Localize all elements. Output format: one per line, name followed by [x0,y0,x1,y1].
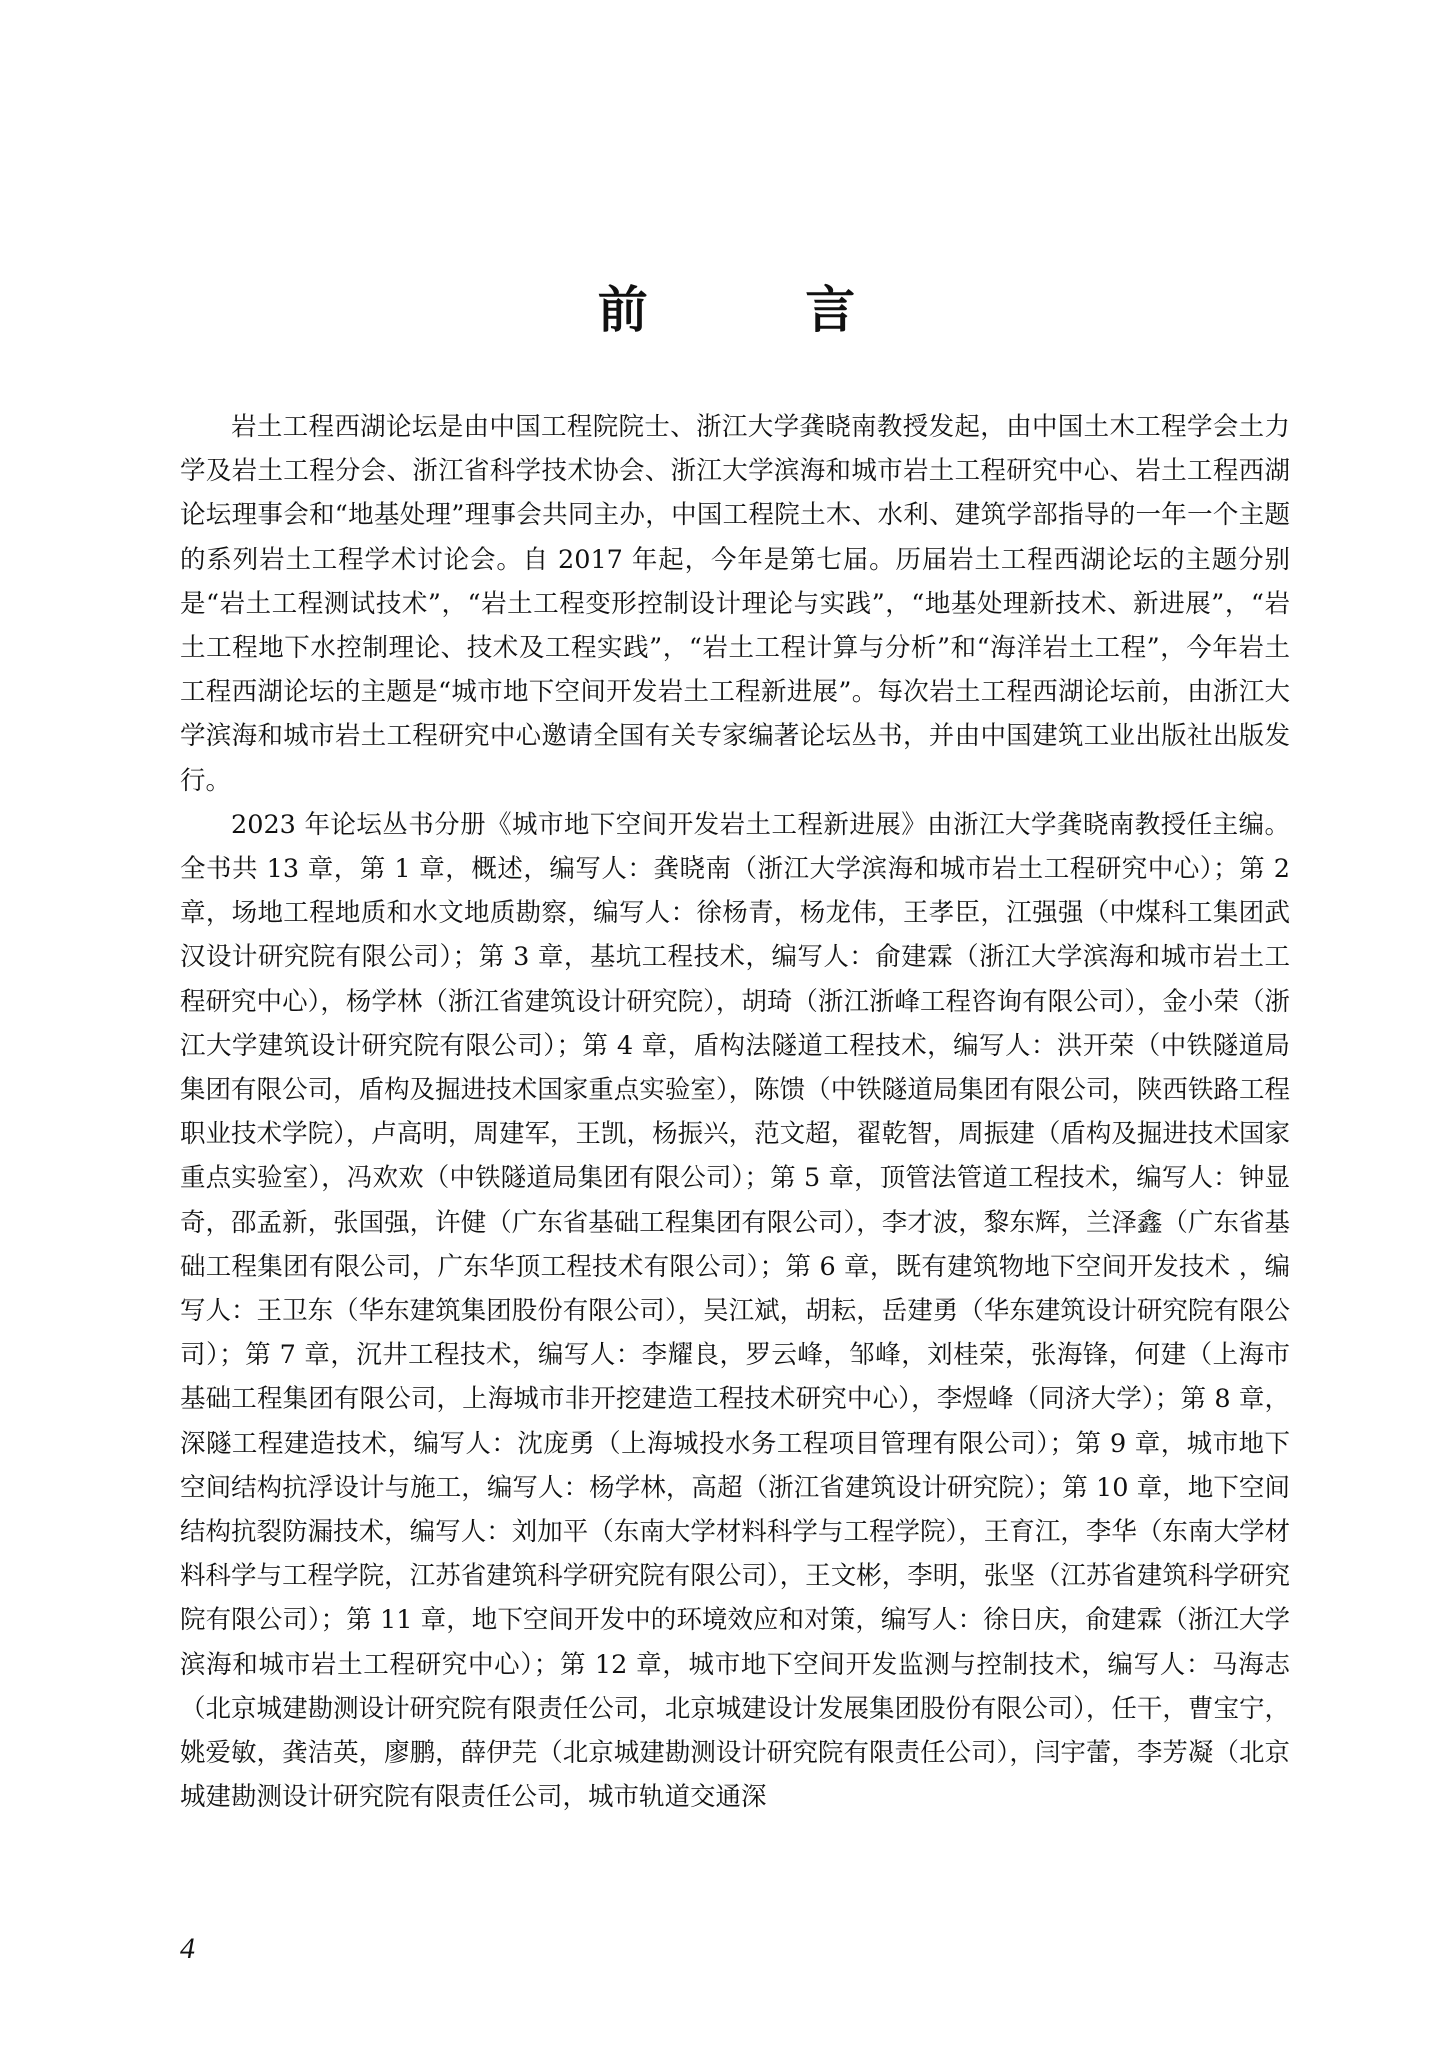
page-title: 前 言 [597,281,926,339]
paragraph-intro: 岩土工程西湖论坛是由中国工程院院士、浙江大学龚晓南教授发起，由中国土木工程学会土力学及岩土工程分会、浙江省科学技术协会、浙江大学滨海和城市岩土工程研究中心、岩土工程西湖论坛理事会和“地基处理”理事会共同主办，中国工程院土木、水利、建筑学部指导的一年一个主题的系列岩土工程学术讨论会。自 2017 年起，今年是第七届。历届岩土工程西湖论坛的主题分别是“岩土工程测试技术”，“岩土工程变形控制设计理论与实践”，“地基处理新技术、新进展”，“岩土工程地下水控制理论、技术及工程实践”，“岩土工程计算与分析”和“海洋岩土工程”，今年岩土工程西湖论坛的主题是“城市地下空间开发岩土工程新进展”。每次岩土工程西湖论坛前，由浙江大学滨海和城市岩土工程研究中心邀请全国有关专家编著论坛丛书，并由中国建筑工业出版社出版发行。 [180,412,1290,796]
paragraph-contributors: 2023 年论坛丛书分册《城市地下空间开发岩土工程新进展》由浙江大学龚晓南教授任主编。全书共 13 章，第 1 章，概述，编写人：龚晓南（浙江大学滨海和城市岩土工程研究中心）；第 2 章，场地工程地质和水文地质勘察，编写人：徐杨青，杨龙伟，王孝臣，江强强（中煤科工集团武汉设计研究院有限公司）；第 3 章，基坑工程技术，编写人：俞建霖（浙江大学滨海和城市岩土工程研究中心），杨学林（浙江省建筑设计研究院），胡琦（浙江浙峰工程咨询有限公司），金小荣（浙江大学建筑设计研究院有限公司）；第 4 章，盾构法隧道工程技术，编写人：洪开荣（中铁隧道局集团有限公司，盾构及掘进技术国家重点实验室），陈馈（中铁隧道局集团有限公司，陕西铁路工程职业技术学院），卢高明，周建军，王凯，杨振兴，范文超，翟乾智，周振建（盾构及掘进技术国家重点实验室），冯欢欢（中铁隧道局集团有限公司）；第 5 章，顶管法管道工程技术，编写人：钟显奇，邵孟新，张国强，许健（广东省基础工程集团有限公司），李才波，黎东辉，兰泽鑫（广东省基础工程集团有限公司，广东华顶工程技术有限公司）；第 6 章，既有建筑物地下空间开发技术 ，编写人：王卫东（华东建筑集团股份有限公司），吴江斌，胡耘，岳建勇（华东建筑设计研究院有限公司）；第 7 章，沉井工程技术，编写人：李耀良，罗云峰，邹峰，刘桂荣，张海锋，何建（上海市基础工程集团有限公司，上海城市非开挖建造工程技术研究中心），李煜峰（同济大学）；第 8 章，深隧工程建造技术，编写人：沈庞勇（上海城投水务工程项目管理有限公司）；第 9 章，城市地下空间结构抗浮设计与施工，编写人：杨学林，高超（浙江省建筑设计研究院）；第 10 章，地下空间结构抗裂防漏技术，编写人：刘加平（东南大学材料科学与工程学院），王育江，李华（东南大学材料科学与工程学院，江苏省建筑科学研究院有限公司），王文彬，李明，张坚（江苏省建筑科学研究院有限公司）；第 11 章，地下空间开发中的环境效应和对策，编写人：徐日庆，俞建霖（浙江大学滨海和城市岩土工程研究中心）；第 12 章，城市地下空间开发监测与控制技术，编写人：马海志（北京城建勘测设计研究院有限责任公司，北京城建设计发展集团股份有限公司），任干，曹宝宁，姚爱敏，龚洁英，廖鹏，薛伊芫（北京城建勘测设计研究院有限责任公司），闫宇蕾，李芳凝（北京城建勘测设计研究院有限责任公司，城市轨道交通深 [180,809,1290,1813]
page-number: 4 [180,1932,195,1965]
preface-body [180,405,1290,1820]
